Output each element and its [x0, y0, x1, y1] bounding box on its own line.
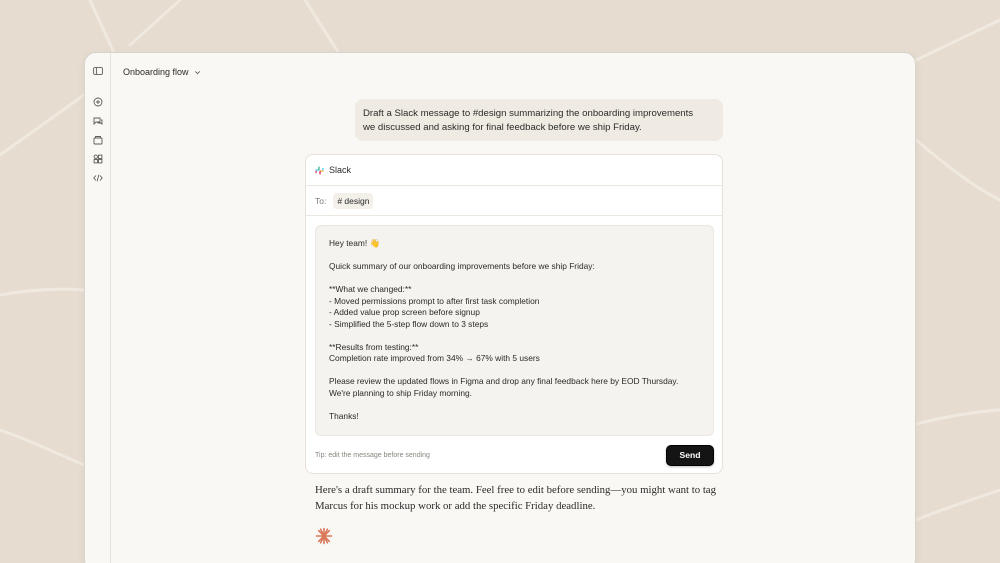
chats-icon[interactable]	[92, 115, 104, 127]
message-line: **What we changed:**	[329, 284, 412, 294]
assistant-message-line: Marcus for his mockup work or add the specific Friday deadline.	[315, 499, 596, 512]
slack-app-name: Slack	[329, 165, 352, 175]
slack-card-header	[306, 155, 722, 186]
message-line: Please review the updated flows in Figma and drop any final feedback here by EOD Thursday.	[329, 376, 679, 386]
message-line: **Results from testing:**	[329, 341, 419, 352]
message-line	[329, 330, 700, 342]
conversation-title: Onboarding flow	[123, 67, 189, 77]
to-label: To:	[315, 195, 327, 206]
sidebar-rail	[85, 53, 111, 563]
app-window	[84, 52, 916, 563]
assistant-message-line: Here's a draft summary for the team. Feel free to edit before sending—you might want to tag	[315, 484, 717, 496]
assistant-message	[315, 483, 735, 514]
message-line: Quick summary of our onboarding improvements before we ship Friday:	[329, 261, 595, 271]
message-line	[329, 250, 700, 262]
send-button[interactable]: Send	[666, 445, 714, 466]
slack-draft-card	[305, 154, 723, 474]
claude-spark-icon	[315, 527, 333, 545]
code-icon[interactable]	[92, 172, 104, 184]
message-line: - Added value prop screen before signup	[329, 307, 480, 317]
conversation-title-dropdown[interactable]	[123, 65, 201, 79]
message-line: Hey team! 👋	[329, 238, 380, 248]
message-editor[interactable]	[315, 225, 714, 436]
card-footer	[315, 444, 714, 466]
sidebar-toggle-icon[interactable]	[92, 65, 104, 77]
message-line: - Moved permissions prompt to after first task completion	[329, 295, 540, 306]
message-line	[329, 273, 700, 285]
message-line: Thanks!	[329, 410, 359, 421]
user-message-bubble	[355, 99, 723, 141]
new-chat-icon[interactable]	[92, 96, 104, 108]
message-line: - Simplified the 5-step flow down to 3 steps	[329, 318, 489, 329]
channel-chip[interactable]: # design	[333, 193, 373, 209]
message-line: Completion rate improved from 34% → 67% with 5 users	[329, 353, 540, 363]
message-line	[329, 399, 700, 411]
projects-icon[interactable]	[92, 134, 104, 146]
chevron-down-icon	[194, 69, 201, 76]
tip-text: Tip: edit the message before sending	[315, 451, 430, 459]
slack-logo-icon	[315, 166, 324, 175]
recipient-row	[306, 186, 722, 216]
message-line: We're planning to ship Friday morning.	[329, 387, 472, 398]
message-line	[329, 365, 700, 377]
user-message-line: we discussed and asking for final feedback before we ship Friday.	[363, 122, 642, 133]
user-message-line: Draft a Slack message to #design summarizing the onboarding improvements	[363, 108, 694, 119]
artifacts-icon[interactable]	[92, 153, 104, 165]
